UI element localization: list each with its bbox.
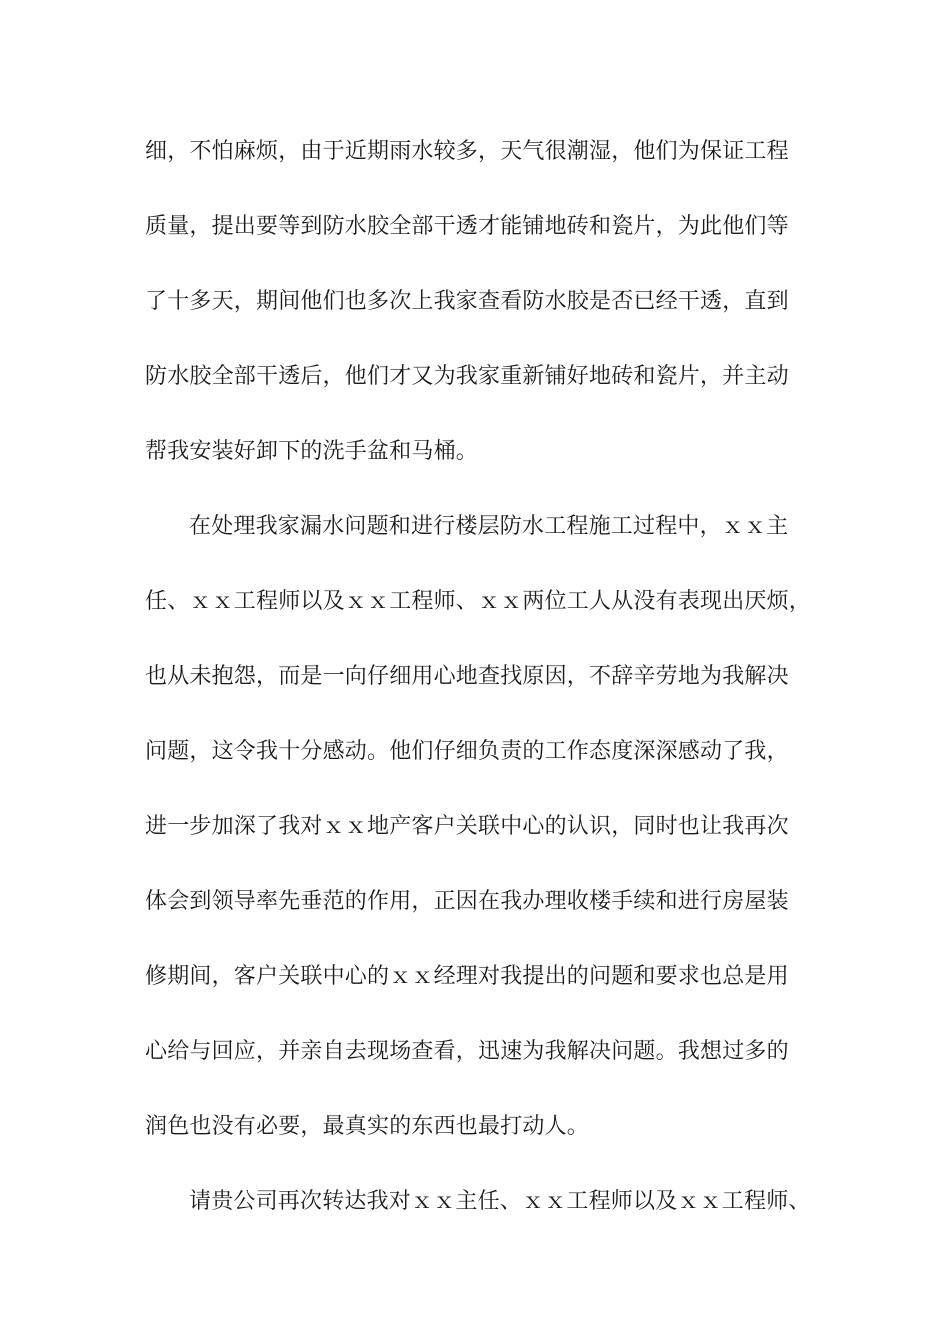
text-line: 进一步加深了我对ｘｘ地产客户关联中心的认识，同时也让我再次 xyxy=(145,814,789,839)
paragraph-first-line: 请贵公司再次转达我对ｘｘ主任、ｘｘ工程师以及ｘｘ工程师、 xyxy=(189,1189,811,1214)
text-line: 修期间，客户关联中心的ｘｘ经理对我提出的问题和要求也总是用 xyxy=(145,964,789,989)
text-line: 体会到领导率先垂范的作用，正因在我办理收楼手续和进行房屋装 xyxy=(145,889,789,914)
text-line: 防水胶全部干透后，他们才又为我家重新铺好地砖和瓷片，并主动 xyxy=(145,364,789,389)
text-line: 细，不怕麻烦，由于近期雨水较多，天气很潮湿，他们为保证工程 xyxy=(145,139,789,164)
text-line: 心给与回应，并亲自去现场查看，迅速为我解决问题。我想过多的 xyxy=(145,1039,789,1064)
paragraph-first-line: 在处理我家漏水问题和进行楼层防水工程施工过程中，ｘｘ主 xyxy=(189,514,789,539)
text-line: 帮我安装好卸下的洗手盆和马桶。 xyxy=(145,439,479,464)
text-line: 问题，这令我十分感动。他们仔细负责的工作态度深深感动了我， xyxy=(145,739,789,764)
text-line: 润色也没有必要，最真实的东西也最打动人。 xyxy=(145,1114,590,1139)
text-line: 了十多天，期间他们也多次上我家查看防水胶是否已经干透，直到 xyxy=(145,289,789,314)
text-line: 也从未抱怨，而是一向仔细用心地查找原因，不辞辛劳地为我解决 xyxy=(145,664,789,689)
text-line: 质量，提出要等到防水胶全部干透才能铺地砖和瓷片，为此他们等 xyxy=(145,214,789,239)
text-line: 任、ｘｘ工程师以及ｘｘ工程师、ｘｘ两位工人从没有表现出厌烦， xyxy=(145,589,812,614)
